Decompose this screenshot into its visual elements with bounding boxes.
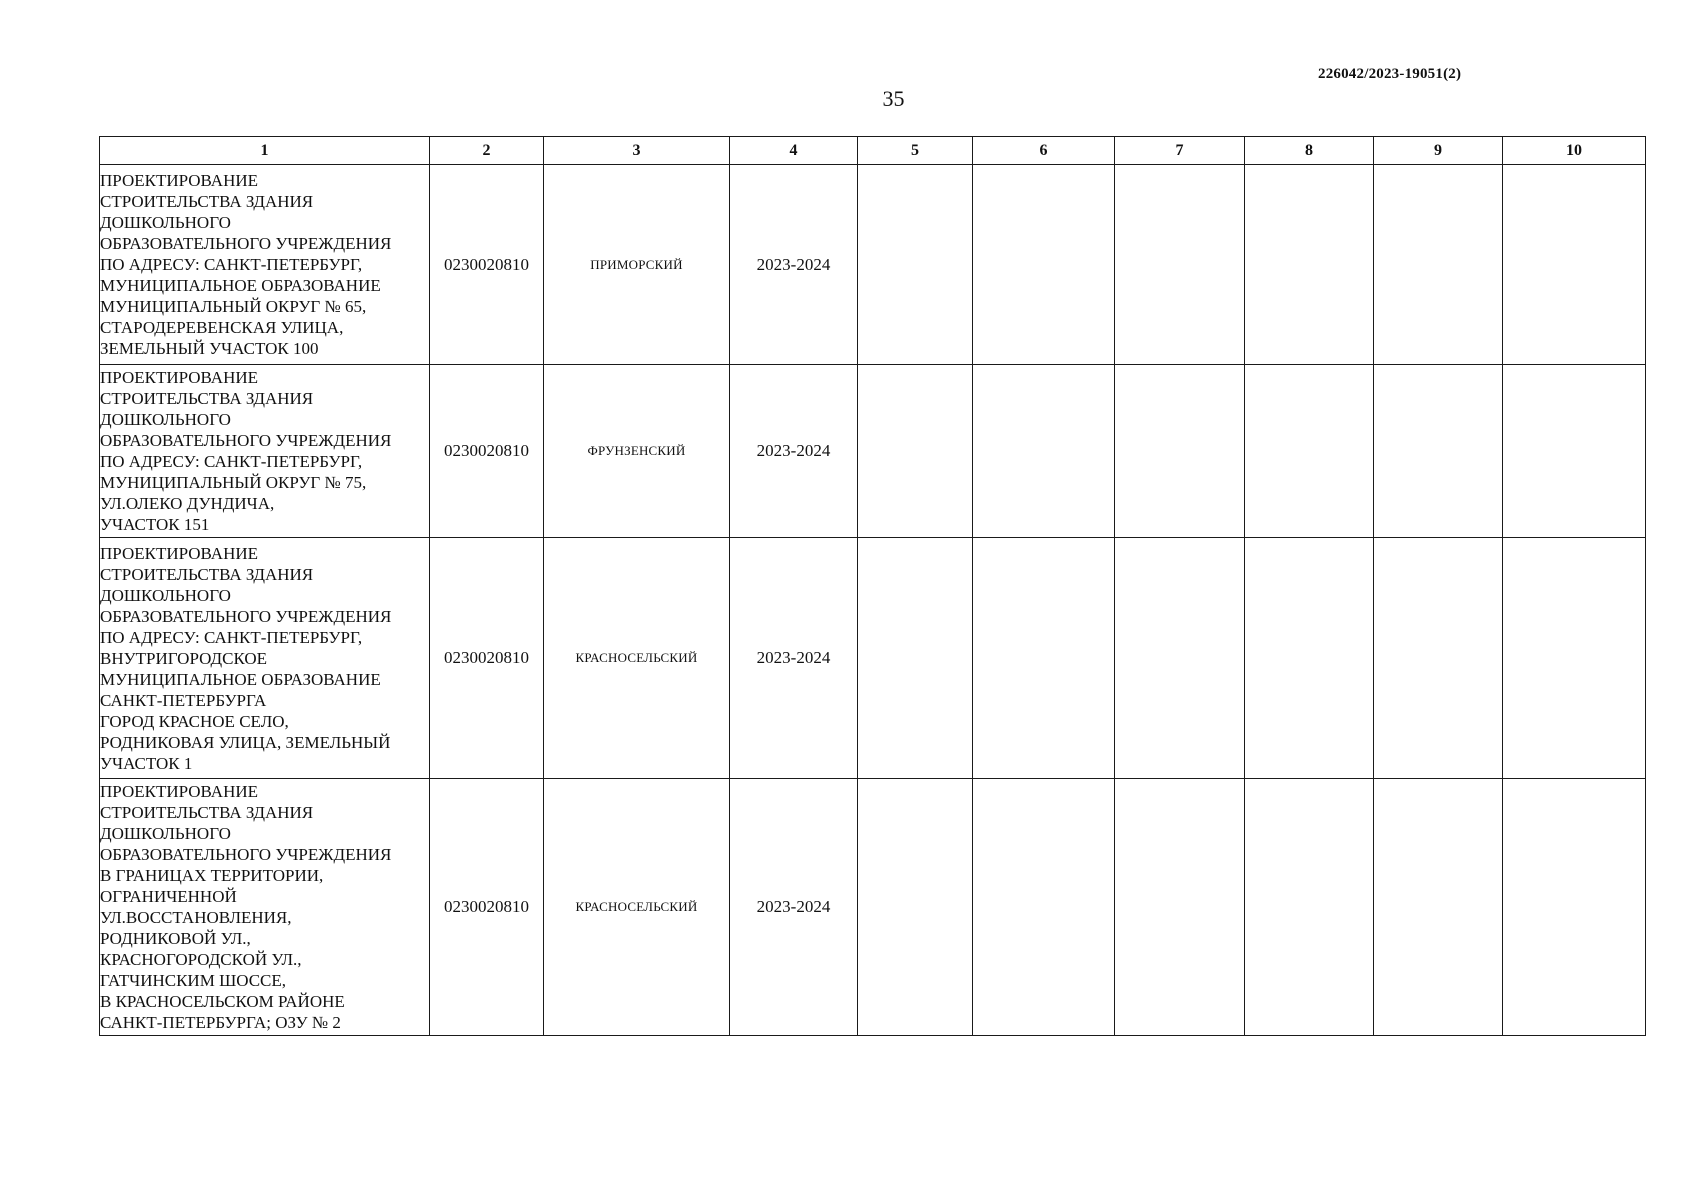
- empty-cell: [1115, 365, 1245, 538]
- district-cell: КРАСНОСЕЛЬСКИЙ: [544, 538, 730, 779]
- period-cell: 2023-2024: [730, 538, 858, 779]
- empty-cell: [1115, 538, 1245, 779]
- table-row: [100, 779, 1646, 1036]
- district-cell: КРАСНОСЕЛЬСКИЙ: [544, 779, 730, 1036]
- district-cell: ПРИМОРСКИЙ: [544, 165, 730, 365]
- empty-cell: [858, 779, 973, 1036]
- empty-cell: [858, 165, 973, 365]
- budget-code-cell: 0230020810: [430, 779, 544, 1036]
- column-header-2: 2: [430, 137, 544, 165]
- column-header-4: 4: [730, 137, 858, 165]
- project-description-cell: ПРОЕКТИРОВАНИЕ СТРОИТЕЛЬСТВА ЗДАНИЯ ДОШКОЛЬНОГО ОБРАЗОВАТЕЛЬНОГО УЧРЕЖДЕНИЯ ПО АДРЕСУ: САНКТ-ПЕТЕРБУРГ, МУНИЦИПАЛЬНЫЙ ОКРУГ № 75, УЛ.ОЛЕКО ДУНДИЧА, УЧАСТОК 151: [100, 365, 430, 538]
- empty-cell: [858, 365, 973, 538]
- table-row: [100, 538, 1646, 779]
- empty-cell: [858, 538, 973, 779]
- empty-cell: [1245, 779, 1374, 1036]
- column-header-3: 3: [544, 137, 730, 165]
- empty-cell: [1245, 538, 1374, 779]
- empty-cell: [1374, 365, 1503, 538]
- column-header-7: 7: [1115, 137, 1245, 165]
- empty-cell: [1503, 538, 1646, 779]
- empty-cell: [1374, 779, 1503, 1036]
- empty-cell: [973, 538, 1115, 779]
- project-description-cell: ПРОЕКТИРОВАНИЕ СТРОИТЕЛЬСТВА ЗДАНИЯ ДОШКОЛЬНОГО ОБРАЗОВАТЕЛЬНОГО УЧРЕЖДЕНИЯ ПО АДРЕСУ: САНКТ-ПЕТЕРБУРГ, МУНИЦИПАЛЬНОЕ ОБРАЗОВАНИЕ МУНИЦИПАЛЬНЫЙ ОКРУГ № 65, СТАРОДЕРЕВЕНСКАЯ УЛИЦА, ЗЕМЕЛЬНЫЙ УЧАСТОК 100: [100, 165, 430, 365]
- document-registration-number: 226042/2023-19051(2): [1318, 66, 1462, 82]
- column-header-9: 9: [1374, 137, 1503, 165]
- district-cell: ФРУНЗЕНСКИЙ: [544, 365, 730, 538]
- period-cell: 2023-2024: [730, 165, 858, 365]
- column-header-8: 8: [1245, 137, 1374, 165]
- empty-cell: [973, 165, 1115, 365]
- empty-cell: [1503, 779, 1646, 1036]
- column-header-6: 6: [973, 137, 1115, 165]
- table-header-row: [100, 137, 1646, 165]
- empty-cell: [1503, 365, 1646, 538]
- empty-cell: [973, 779, 1115, 1036]
- empty-cell: [1115, 165, 1245, 365]
- empty-cell: [1245, 365, 1374, 538]
- column-header-5: 5: [858, 137, 973, 165]
- page-number: 35: [882, 86, 905, 111]
- budget-code-cell: 0230020810: [430, 165, 544, 365]
- empty-cell: [1503, 165, 1646, 365]
- empty-cell: [1374, 165, 1503, 365]
- budget-code-cell: 0230020810: [430, 365, 544, 538]
- period-cell: 2023-2024: [730, 365, 858, 538]
- table-row: [100, 365, 1646, 538]
- empty-cell: [1115, 779, 1245, 1036]
- period-cell: 2023-2024: [730, 779, 858, 1036]
- data-table: [99, 136, 1646, 1036]
- project-description-cell: ПРОЕКТИРОВАНИЕ СТРОИТЕЛЬСТВА ЗДАНИЯ ДОШКОЛЬНОГО ОБРАЗОВАТЕЛЬНОГО УЧРЕЖДЕНИЯ В ГРАНИЦАХ ТЕРРИТОРИИ, ОГРАНИЧЕННОЙ УЛ.ВОССТАНОВЛЕНИЯ, РОДНИКОВОЙ УЛ., КРАСНОГОРОДСКОЙ УЛ., ГАТЧИНСКИМ ШОССЕ, В КРАСНОСЕЛЬСКОМ РАЙОНЕ САНКТ-ПЕТЕРБУРГА; ОЗУ № 2: [100, 779, 430, 1036]
- empty-cell: [973, 365, 1115, 538]
- empty-cell: [1245, 165, 1374, 365]
- project-description-cell: ПРОЕКТИРОВАНИЕ СТРОИТЕЛЬСТВА ЗДАНИЯ ДОШКОЛЬНОГО ОБРАЗОВАТЕЛЬНОГО УЧРЕЖДЕНИЯ ПО АДРЕСУ: САНКТ-ПЕТЕРБУРГ, ВНУТРИГОРОДСКОЕ МУНИЦИПАЛЬНОЕ ОБРАЗОВАНИЕ САНКТ-ПЕТЕРБУРГА ГОРОД КРАСНОЕ СЕЛО, РОДНИКОВАЯ УЛИЦА, ЗЕМЕЛЬНЫЙ УЧАСТОК 1: [100, 538, 430, 779]
- column-header-10: 10: [1503, 137, 1646, 165]
- empty-cell: [1374, 538, 1503, 779]
- column-header-1: 1: [100, 137, 430, 165]
- budget-code-cell: 0230020810: [430, 538, 544, 779]
- table-row: [100, 165, 1646, 365]
